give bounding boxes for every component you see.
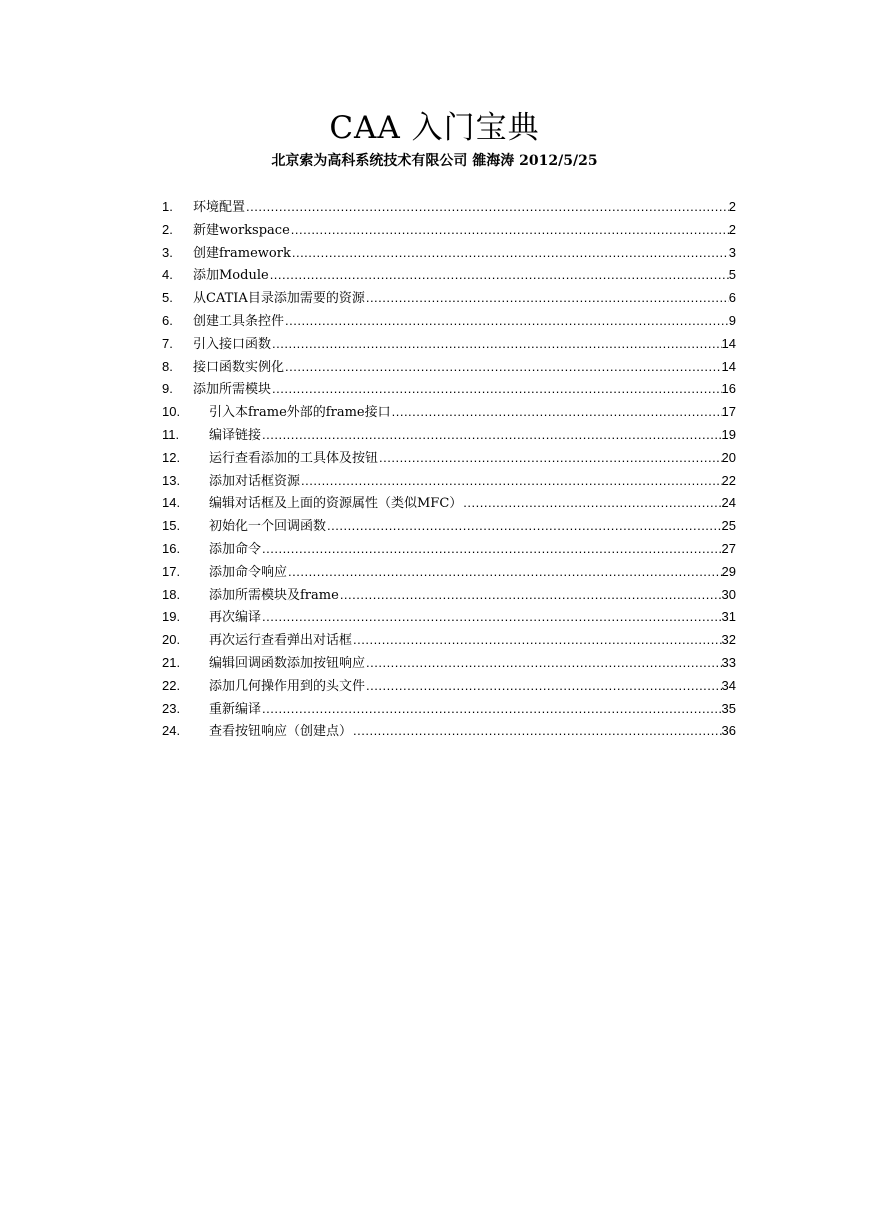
toc-entry-page-number[interactable]: 22 [721,472,736,488]
toc-entry-number: 16. [162,540,181,556]
toc-entry-page-number[interactable]: 20 [721,449,736,465]
toc-entry-number: 20. [162,632,181,648]
toc-entry[interactable] [162,470,736,493]
toc-entry-label[interactable]: 编译链接 [209,427,262,443]
toc-entry-label[interactable]: 添加所需模块 [193,382,272,398]
toc-entry-number: 5. [162,290,173,306]
toc-entry[interactable] [162,515,736,538]
toc-entry-page-number[interactable]: 30 [721,586,736,602]
toc-entry-number: 22. [162,677,181,693]
toc-dot-leader [271,378,722,401]
toc-entry-label[interactable]: 接口函数实例化 [193,359,285,375]
toc-entry-number: 23. [162,700,181,716]
toc-entry-number: 11. [162,426,180,442]
toc-entry[interactable] [162,447,736,470]
toc-entry-label[interactable]: 添加命令响应 [209,564,288,580]
toc-entry-page-number[interactable]: 17 [721,404,736,420]
toc-entry-label[interactable]: 再次运行查看弹出对话框 [209,633,353,649]
toc-entry[interactable] [162,652,736,675]
toc-entry-page-number[interactable]: 33 [721,654,736,670]
toc-entry-label[interactable]: 添加对话框资源 [209,473,301,489]
toc-entry[interactable] [162,424,736,447]
toc-entry-label[interactable]: 初始化一个回调函数 [209,519,327,535]
toc-dot-leader [261,424,722,447]
toc-entry-page-number[interactable]: 35 [721,700,736,716]
toc-entry-page-number[interactable]: 2 [728,221,736,237]
toc-entry-label[interactable]: 引入本frame外部的frame接口 [209,405,391,421]
toc-entry-number: 8. [162,358,173,374]
toc-entry[interactable] [162,356,736,379]
toc-entry-page-number[interactable]: 32 [721,632,736,648]
toc-entry-label[interactable]: 重新编译 [209,701,262,717]
toc-entry-label[interactable]: 编辑回调函数添加按钮响应 [209,655,366,671]
toc-dot-leader [271,333,722,356]
toc-entry-label[interactable]: 创建framework [193,245,291,261]
toc-dot-leader [378,447,722,470]
toc-entry-page-number[interactable]: 16 [721,381,736,397]
toc-entry[interactable] [162,219,736,242]
toc-entry[interactable] [162,538,736,561]
toc-entry-label[interactable]: 创建工具条控件 [193,313,285,329]
toc-entry-label[interactable]: 添加Module [193,268,269,284]
toc-entry-label[interactable]: 再次编译 [209,610,262,626]
toc-dot-leader [365,287,729,310]
toc-dot-leader [245,196,729,219]
toc-entry[interactable] [162,698,736,721]
toc-entry[interactable] [162,675,736,698]
toc-entry-label[interactable]: 引入接口函数 [193,336,272,352]
toc-entry-page-number[interactable]: 6 [728,290,736,306]
toc-entry-label[interactable]: 新建workspace [193,222,290,238]
toc-entry[interactable] [162,584,736,607]
toc-entry-page-number[interactable]: 31 [721,609,736,625]
toc-entry-number: 10. [162,404,181,420]
toc-entry[interactable] [162,378,736,401]
toc-dot-leader [284,356,722,379]
toc-entry-label[interactable]: 编辑对话框及上面的资源属性（类似MFC） [209,496,463,512]
toc-entry-page-number[interactable]: 19 [721,426,736,442]
toc-entry-number: 1. [162,199,173,214]
toc-entry[interactable] [162,196,736,219]
toc-dot-leader [462,492,721,515]
toc-entry-number: 15. [162,518,181,534]
toc-dot-leader [261,606,722,629]
toc-entry-number: 6. [162,312,173,328]
toc-entry-number: 21. [162,654,181,670]
toc-entry-number: 7. [162,335,173,351]
toc-entry-label[interactable]: 从CATIA目录添加需要的资源 [193,291,365,307]
toc-dot-leader [352,720,722,743]
toc-entry-number: 14. [162,495,181,511]
toc-entry[interactable] [162,606,736,629]
toc-entry[interactable] [162,333,736,356]
toc-entry-number: 24. [162,723,181,739]
toc-entry-label[interactable]: 添加命令 [209,541,262,557]
toc-entry[interactable] [162,264,736,287]
toc-dot-leader [339,584,722,607]
toc-entry-page-number[interactable]: 29 [721,563,736,579]
toc-entry-number: 17. [162,563,181,579]
toc-dot-leader [287,561,722,584]
toc-entry[interactable] [162,492,736,515]
toc-dot-leader [365,675,722,698]
toc-entry-number: 3. [162,244,173,260]
document-title: CAA 入门宝典 [329,110,540,146]
toc-entry-number: 9. [162,381,173,397]
toc-dot-leader [326,515,722,538]
toc-dot-leader [261,698,722,721]
toc-dot-leader [284,310,729,333]
toc-entry-page-number[interactable]: 34 [721,677,736,693]
toc-dot-leader [291,242,729,265]
table-of-contents [162,196,736,743]
toc-entry[interactable] [162,242,736,265]
toc-dot-leader [365,652,722,675]
document-subtitle: 北京索为高科系统技术有限公司 雒海涛 2012/5/25 [271,153,598,169]
toc-entry[interactable] [162,561,736,584]
toc-dot-leader [269,264,729,287]
toc-dot-leader [290,219,729,242]
toc-entry[interactable] [162,629,736,652]
toc-entry-label[interactable]: 查看按钮响应（创建点） [209,724,353,740]
toc-entry-label[interactable]: 添加所需模块及frame [209,587,339,603]
toc-entry-number: 18. [162,586,181,602]
toc-entry[interactable] [162,310,736,333]
toc-entry-page-number[interactable]: 5 [728,267,736,283]
toc-entry-number: 12. [162,449,181,465]
toc-entry-number: 4. [162,267,173,283]
toc-entry-label[interactable]: 运行查看添加的工具体及按钮 [209,450,379,466]
toc-entry-number: 13. [162,472,181,488]
toc-entry[interactable] [162,720,736,743]
toc-entry-page-number[interactable]: 24 [721,495,736,511]
toc-dot-leader [300,470,722,493]
toc-entry[interactable] [162,401,736,424]
toc-dot-leader [391,401,722,424]
toc-entry-page-number[interactable]: 14 [721,358,736,374]
toc-dot-leader [261,538,722,561]
toc-entry-page-number[interactable]: 36 [721,723,736,739]
toc-entry-page-number[interactable]: 14 [721,335,736,351]
toc-entry-label[interactable]: 环境配置 [193,200,246,215]
toc-entry-page-number[interactable]: 25 [721,518,736,534]
toc-entry-label[interactable]: 添加几何操作用到的头文件 [209,678,366,694]
toc-entry-page-number[interactable]: 3 [728,244,736,260]
toc-entry[interactable] [162,287,736,310]
toc-entry-number: 2. [162,221,173,237]
toc-entry-page-number[interactable]: 27 [721,540,736,556]
toc-entry-number: 19. [162,609,181,625]
toc-entry-page-number[interactable]: 9 [728,312,736,328]
toc-dot-leader [352,629,722,652]
toc-entry-page-number[interactable]: 2 [728,199,736,214]
